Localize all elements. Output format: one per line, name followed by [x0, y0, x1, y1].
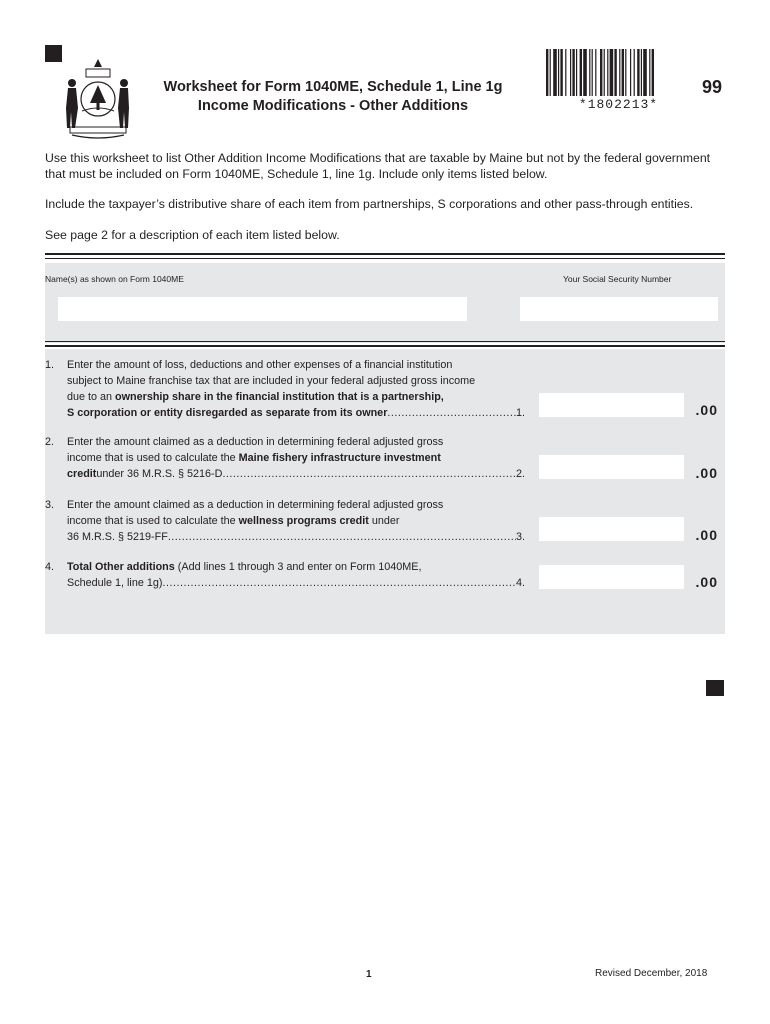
line-2-number: 2. [45, 436, 55, 448]
line-4-amount-field[interactable] [539, 565, 684, 589]
registration-mark-right [706, 680, 724, 696]
page-number: 1 [366, 969, 372, 980]
form-number: 99 [702, 77, 723, 97]
intro-paragraph-3: See page 2 for a description of each item listed below. [45, 228, 340, 242]
divider-mid [45, 345, 725, 347]
barcode-number: *1802213* [578, 97, 659, 112]
line-1-text-2: subject to Maine franchise tax that are included in your federal adjusted gross income [67, 375, 476, 387]
line-3-text-3: 36 M.R.S. § 5219-FF ..... 3. [67, 529, 525, 545]
line-1-amount-field[interactable] [539, 393, 684, 417]
line-1 [45, 357, 525, 421]
divider-top [45, 253, 725, 255]
title-line-2: Income Modifications - Other Additions [197, 98, 469, 114]
line-1-description [67, 357, 525, 421]
line-4-description [67, 559, 525, 591]
title-line-1: Worksheet for Form 1040ME, Schedule 1, Line 1g [163, 79, 503, 95]
name-label: Name(s) as shown on Form 1040ME [45, 274, 184, 284]
line-1-number: 1. [45, 359, 55, 371]
line-2-text-2: income that is used to calculate the Maine fishery infrastructure investment [67, 452, 441, 464]
ssn-label: Your Social Security Number [563, 274, 672, 284]
maine-seal-icon [60, 55, 136, 139]
line-3-cents: .00 [695, 527, 718, 543]
line-2-description [67, 434, 525, 482]
intro-paragraph-1 [45, 151, 735, 182]
divider-top-thin [45, 258, 725, 259]
ssn-field[interactable] [520, 297, 718, 321]
line-3-number: 3. [45, 499, 55, 511]
revision-date: Revised December, 2018 [595, 968, 708, 979]
line-4-cents: .00 [695, 574, 718, 590]
line-2-text-3: credit under 36 M.R.S. § 5216-D ..... 2. [67, 466, 525, 482]
line-3-text-2: income that is used to calculate the wellness programs credit under [67, 515, 400, 527]
line-3-text-1: Enter the amount claimed as a deduction in determining federal adjusted gross [67, 499, 444, 511]
line-2-cents: .00 [695, 465, 718, 481]
line-3-description [67, 497, 525, 545]
line-4 [45, 559, 525, 591]
line-1-cents: .00 [695, 402, 718, 418]
line-2-text-1: Enter the amount claimed as a deduction in determining federal adjusted gross [67, 436, 444, 448]
intro-line-2: that must be included on Form 1040ME, Schedule 1, line 1g. Include only items listed below. [45, 166, 548, 181]
line-2 [45, 434, 525, 482]
intro-paragraph-2: Include the taxpayer’s distributive share of each item from partnerships, S corporations and other pass-through entities. [45, 197, 694, 211]
line-3-ref: 3. [515, 531, 525, 543]
divider-mid-thin [45, 341, 725, 342]
intro-line-1: Use this worksheet to list Other Addition Income Modifications that are taxable by Maine but not by the federal government [45, 151, 711, 165]
line-4-text-2: Schedule 1, line 1g) ..... 4. [67, 575, 525, 591]
name-field[interactable] [58, 297, 467, 321]
line-2-amount-field[interactable] [539, 455, 684, 479]
barcode-icon [546, 49, 691, 96]
line-3-amount-field[interactable] [539, 517, 684, 541]
line-1-text-4: S corporation or entity disregarded as separate from its owner ..... 1. [67, 405, 525, 421]
line-4-ref: 4. [515, 577, 525, 589]
line-1-text-1: Enter the amount of loss, deductions and other expenses of a financial institution [67, 359, 453, 371]
line-4-number: 4. [45, 561, 55, 573]
line-1-text-3: due to an ownership share in the financial institution that is a partnership, [67, 391, 444, 403]
line-3 [45, 497, 525, 545]
worksheet-title [143, 78, 523, 116]
line-1-ref: 1. [515, 407, 525, 419]
line-4-text-1: Total Other additions (Add lines 1 through 3 and enter on Form 1040ME, [67, 561, 422, 573]
line-2-ref: 2. [515, 468, 525, 480]
